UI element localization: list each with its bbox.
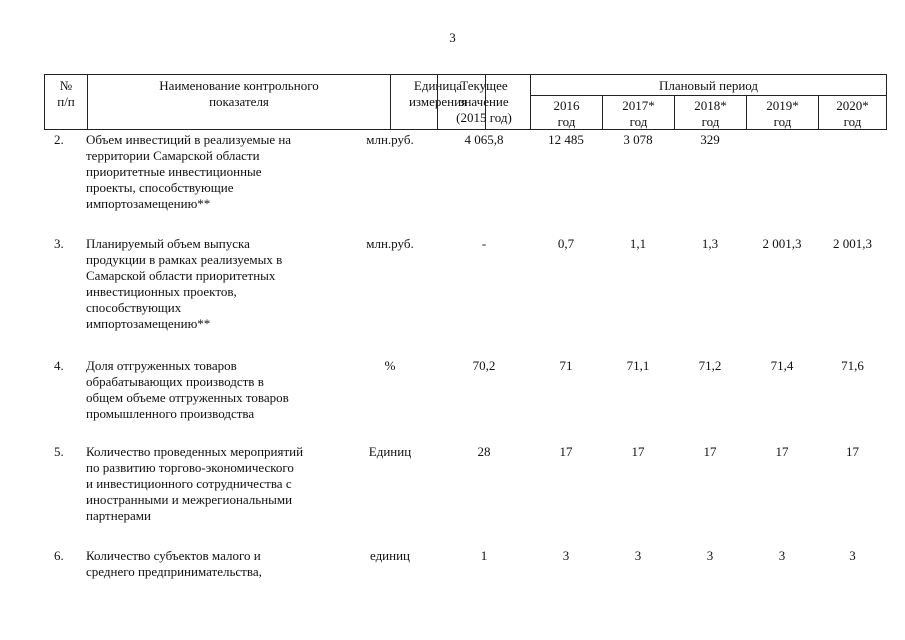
header-year-value: 2018*: [694, 98, 727, 113]
indicator-name: [86, 236, 342, 332]
header-year-value: 2020*: [836, 98, 869, 113]
header-year-unit: год: [701, 114, 720, 129]
year-value: 71,4: [770, 358, 794, 373]
indicator-name: [86, 132, 342, 212]
year-value: 17: [775, 444, 789, 459]
row-number: 6.: [54, 548, 64, 563]
indicator-name-line: Количество субъектов малого и: [86, 548, 261, 563]
indicator-name-line: Объем инвестиций в реализуемые на: [86, 132, 292, 147]
indicator-name-line: иностранными и межрегиональными: [86, 492, 293, 507]
header-year: [746, 95, 819, 130]
header-col-unit-line: измерения: [408, 94, 468, 109]
year-value: 2 001,3: [833, 236, 872, 251]
year-value: 3: [778, 548, 786, 563]
indicator-name-line: по развитию торгово-экономического: [86, 460, 294, 475]
year-value: 17: [703, 444, 717, 459]
indicator-name-line: Самарской области приоритетных: [86, 268, 276, 283]
year-value: 71,6: [841, 358, 864, 373]
current-value: 1: [480, 548, 488, 563]
year-value: 17: [846, 444, 859, 459]
header-col-unit-line: Единица: [413, 78, 463, 93]
indicator-name-line: Количество проведенных мероприятий: [86, 444, 304, 459]
indicator-name-line: Планируемый объем выпуска: [86, 236, 250, 251]
header-year: [602, 95, 675, 130]
header-current-line: значение: [459, 94, 509, 109]
header-year: [530, 95, 603, 130]
year-value: 3: [562, 548, 570, 563]
current-value: 4 065,8: [464, 132, 504, 147]
header-year-value: 2017*: [622, 98, 655, 113]
unit-of-measure: %: [384, 358, 396, 373]
header-planned-period-label: Плановый период: [658, 78, 759, 93]
current-value: 28: [477, 444, 491, 459]
header-year-value: 2016: [553, 98, 580, 113]
indicator-name-line: и инвестиционного сотрудничества с: [86, 476, 292, 491]
indicator-name-line: импортозамещению**: [86, 196, 211, 211]
header-year-value: 2019*: [766, 98, 799, 113]
indicator-name-line: Доля отгруженных товаров: [86, 358, 237, 373]
row-number: 3.: [54, 236, 64, 251]
header-current-line: Текущее: [460, 78, 508, 93]
year-value: 17: [631, 444, 645, 459]
year-value: 1,3: [701, 236, 719, 251]
unit-of-measure: Единиц: [368, 444, 412, 459]
header-year: [818, 95, 887, 130]
current-value: -: [481, 236, 487, 251]
year-value: 3: [849, 548, 856, 563]
header-current: [437, 74, 531, 130]
row-number: 2.: [54, 132, 64, 147]
year-value: 0,7: [557, 236, 575, 251]
year-value: 71,2: [698, 358, 722, 373]
indicator-name-line: способствующих: [86, 300, 182, 315]
indicator-name-line: продукции в рамках реализуемых в: [86, 252, 283, 267]
indicator-name-line: среднего предпринимательства,: [86, 564, 262, 579]
unit-of-measure: млн.руб.: [366, 132, 414, 147]
header-col-num-line: п/п: [57, 94, 75, 109]
header-planned-period: [530, 74, 887, 96]
header-year-unit: год: [629, 114, 648, 129]
indicator-name-line: инвестиционных проектов,: [86, 284, 237, 299]
current-value: 70,2: [472, 358, 496, 373]
indicator-name-line: промышленного производства: [86, 406, 255, 421]
unit-of-measure: единиц: [369, 548, 411, 563]
year-value: 71: [559, 358, 573, 373]
header-col-name-line: Наименование контрольного: [159, 78, 319, 93]
indicator-name-line: общем объеме отгруженных товаров: [86, 390, 289, 405]
header-current-line: (2015 год): [456, 110, 512, 125]
year-value: 2 001,3: [762, 236, 802, 251]
page-number: 3: [449, 30, 456, 45]
indicator-name-line: приоритетные инвестиционные: [86, 164, 262, 179]
year-value: 71,1: [626, 358, 650, 373]
indicator-name-line: территории Самарской области: [86, 148, 260, 163]
indicator-name-line: партнерами: [86, 508, 151, 523]
unit-of-measure: млн.руб.: [366, 236, 414, 251]
header-year-unit: год: [773, 114, 792, 129]
indicator-name: [86, 358, 342, 422]
header-col-name-line: показателя: [209, 94, 269, 109]
year-value: 329: [700, 132, 720, 147]
header-year-unit: год: [843, 114, 862, 129]
header-year: [674, 95, 747, 130]
row-number: 5.: [54, 444, 64, 459]
year-value: 3: [706, 548, 714, 563]
indicator-name-line: проекты, способствующие: [86, 180, 234, 195]
header-year-unit: год: [557, 114, 576, 129]
year-value: 3 078: [623, 132, 653, 147]
header-col-name: [87, 74, 391, 130]
year-value: 1,1: [629, 236, 647, 251]
year-value: 12 485: [548, 132, 584, 147]
year-value: 3: [634, 548, 642, 563]
indicator-name-line: импортозамещению**: [86, 316, 211, 331]
indicator-name-line: обрабатывающих производств в: [86, 374, 264, 389]
indicator-name: [86, 444, 342, 524]
indicator-name: [86, 548, 342, 580]
header-col-num-line: №: [59, 78, 73, 93]
row-number: 4.: [54, 358, 64, 373]
header-col-num: [44, 74, 88, 130]
year-value: 17: [559, 444, 573, 459]
